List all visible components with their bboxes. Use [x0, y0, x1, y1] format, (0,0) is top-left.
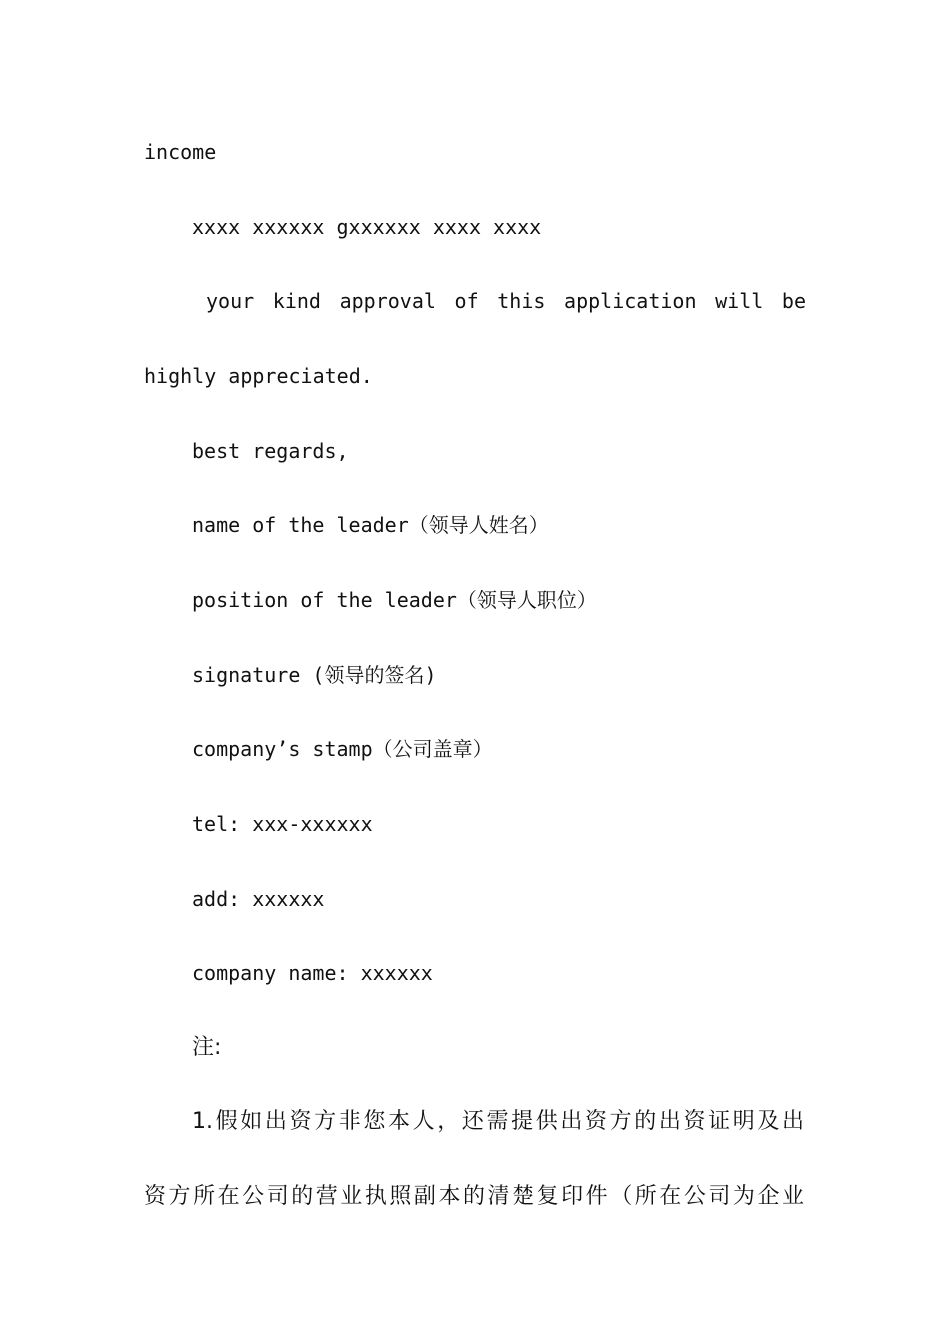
text-line-approval: your kind approval of this application will be: [206, 289, 806, 313]
text-line-income: income: [144, 140, 217, 164]
text-line-stamp: company’s stamp（公司盖章）: [192, 737, 493, 761]
text-line-placeholder: xxxx xxxxxx gxxxxxx xxxx xxxx: [192, 215, 542, 239]
text-line-signature: signature (领导的签名): [192, 663, 437, 687]
text-line-appreciated: highly appreciated.: [144, 364, 373, 388]
text-line-note-heading: 注:: [192, 1035, 222, 1060]
text-line-leader-name: name of the leader（领导人姓名）: [192, 513, 549, 537]
text-line-regards: best regards,: [192, 439, 349, 463]
text-line-tel: tel: xxx-xxxxxx: [192, 812, 373, 836]
text-line-company-name: company name: xxxxxx: [192, 961, 433, 985]
text-line-leader-position: position of the leader（领导人职位）: [192, 588, 597, 612]
text-line-note-1: 1.假如出资方非您本人，还需提供出资方的出资证明及出: [192, 1109, 804, 1134]
text-line-note-2: 资方所在公司的营业执照副本的清楚复印件（所在公司为企业: [144, 1184, 804, 1209]
text-line-address: add: xxxxxx: [192, 887, 325, 911]
